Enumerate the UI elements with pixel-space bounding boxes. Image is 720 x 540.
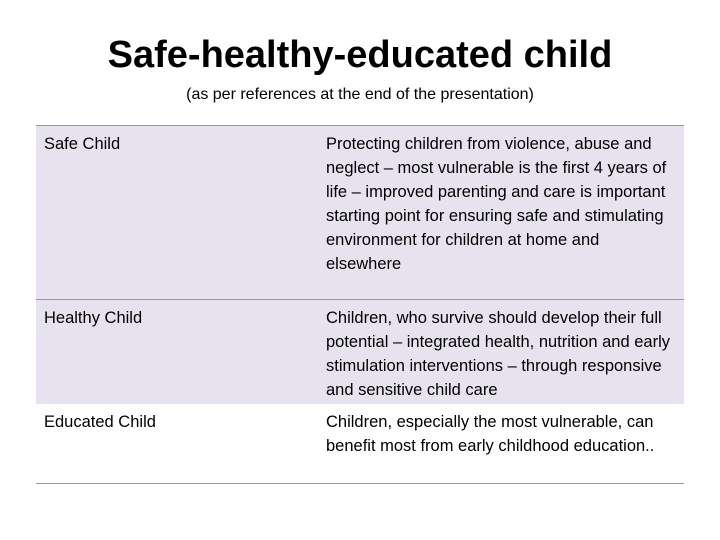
slide-subtitle: (as per references at the end of the presentation): [186, 86, 534, 103]
row-text-safe-child: Protecting children from violence, abuse and neglect – most vulnerable is the first 4 years of life – improved parenting and care is important starting point for ensuring safe and stimulating environment for children at home and elsewhere: [326, 135, 667, 273]
table-row-educated-child: [36, 404, 684, 483]
table-row-safe-child: [36, 126, 684, 299]
slide-title: Safe-healthy-educated child: [107, 34, 613, 76]
row-label-educated-child: Educated Child: [44, 413, 156, 431]
row-label-healthy-child: Healthy Child: [44, 309, 143, 327]
row-label-safe-child: Safe Child: [44, 135, 121, 153]
row-text-healthy-child: Children, who survive should develop their full potential – integrated health, nutrition and early stimulation interventions – through responsive and sensitive child care: [326, 309, 670, 399]
content-table: [36, 125, 684, 484]
table-row-healthy-child: [36, 299, 684, 404]
row-text-educated-child: Children, especially the most vulnerable, can benefit most from early childhood education..: [326, 413, 655, 455]
